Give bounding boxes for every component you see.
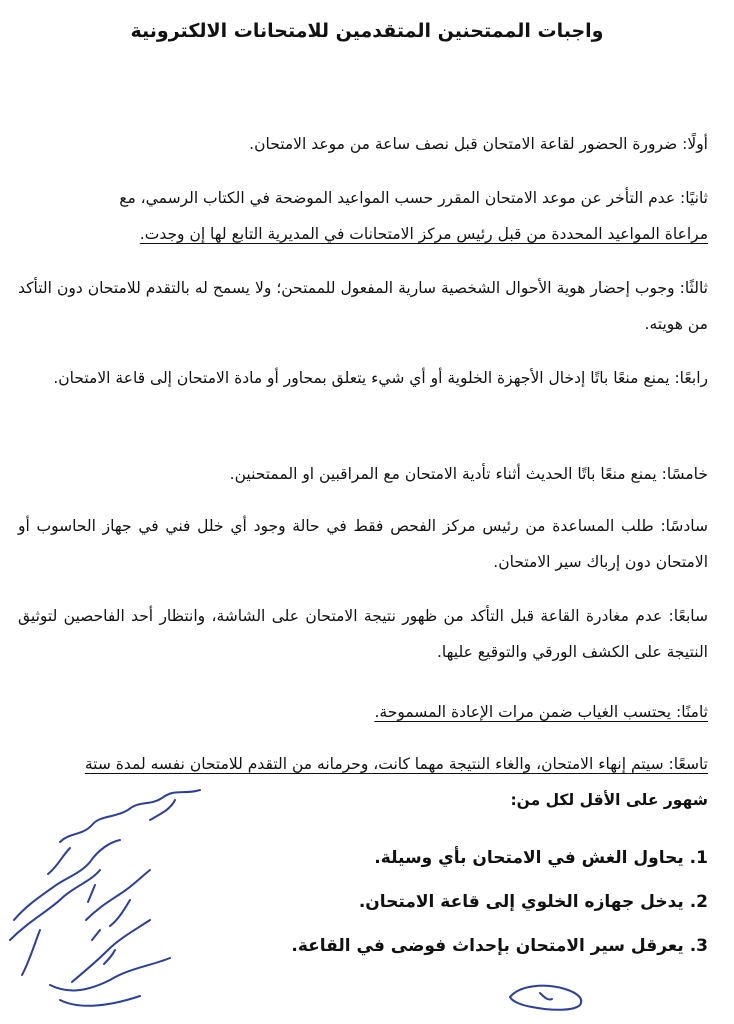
list-item: 1. يحاول الغش في الامتحان بأي وسيلة. <box>374 848 708 868</box>
paragraph-second-line1: ثانيًا: عدم التأخر عن موعد الامتحان المقرر حسب المواعيد الموضحة في الكتاب الرسمي، مع <box>119 189 708 207</box>
paragraph-eighth-text: ثامنًا: يحتسب الغياب ضمن مرات الإعادة المسموحة. <box>374 703 708 721</box>
paragraph-seventh: سابعًا: عدم مغادرة القاعة قبل التأكد من ظهور نتيجة الامتحان على الشاشة، وانتظار أحد الفاحصين لتوثيق النتيجة على الكشف الورقي والتوقيع عليها. <box>18 607 708 661</box>
paragraph-ninth-line1: تاسعًا: سيتم إنهاء الامتحان، والغاء النتيجة مهما كانت، وحرمانه من التقدم للامتحان نفسه لمدة ستة <box>84 755 708 773</box>
paragraph-first: أولًا: ضرورة الحضور لقاعة الامتحان قبل نصف ساعة من موعد الامتحان. <box>249 135 708 153</box>
handwritten-signature-left <box>0 770 210 1020</box>
paragraph-eighth <box>18 694 708 730</box>
paragraph-fifth: خامسًا: يمنع منعًا باتًا الحديث أثناء تأدية الامتحان مع المراقبين او الممتحنين. <box>229 465 708 483</box>
paragraph-sixth: سادسًا: طلب المساعدة من رئيس مركز الفحص فقط في حالة وجود أي خلل فني في جهاز الحاسوب أو الامتحان دون إرباك سير الامتحان. <box>18 517 708 571</box>
document-title: واجبات الممتحنين المتقدمين للامتحانات الالكترونية <box>130 20 604 42</box>
paragraph-fourth: رابعًا: يمنع منعًا باتًا إدخال الأجهزة الخلوية أو أي شيء يتعلق بمحاور أو مادة الامتحان إلى قاعة الامتحان. <box>53 369 708 387</box>
paragraph-ninth-line2: شهور على الأقل لكل من: <box>510 791 708 809</box>
list-item: 3. يعرقل سير الامتحان بإحداث فوضى في القاعة. <box>291 936 708 956</box>
paragraph-third: ثالثًا: وجوب إحضار هوية الأحوال الشخصية سارية المفعول للممتحن؛ ولا يسمح له بالتقدم للامتحان دون التأكد من هويته. <box>18 279 708 333</box>
paragraph-second <box>18 180 708 252</box>
list-item: 2. يدخل جهازه الخلوي إلى قاعة الامتحان. <box>358 892 708 912</box>
handwritten-initials-bottom <box>500 975 590 1015</box>
paragraph-second-line2: مراعاة المواعيد المحددة من قبل رئيس مركز الامتحانات في المديرية التابع لها إن وجدت. <box>139 225 708 243</box>
